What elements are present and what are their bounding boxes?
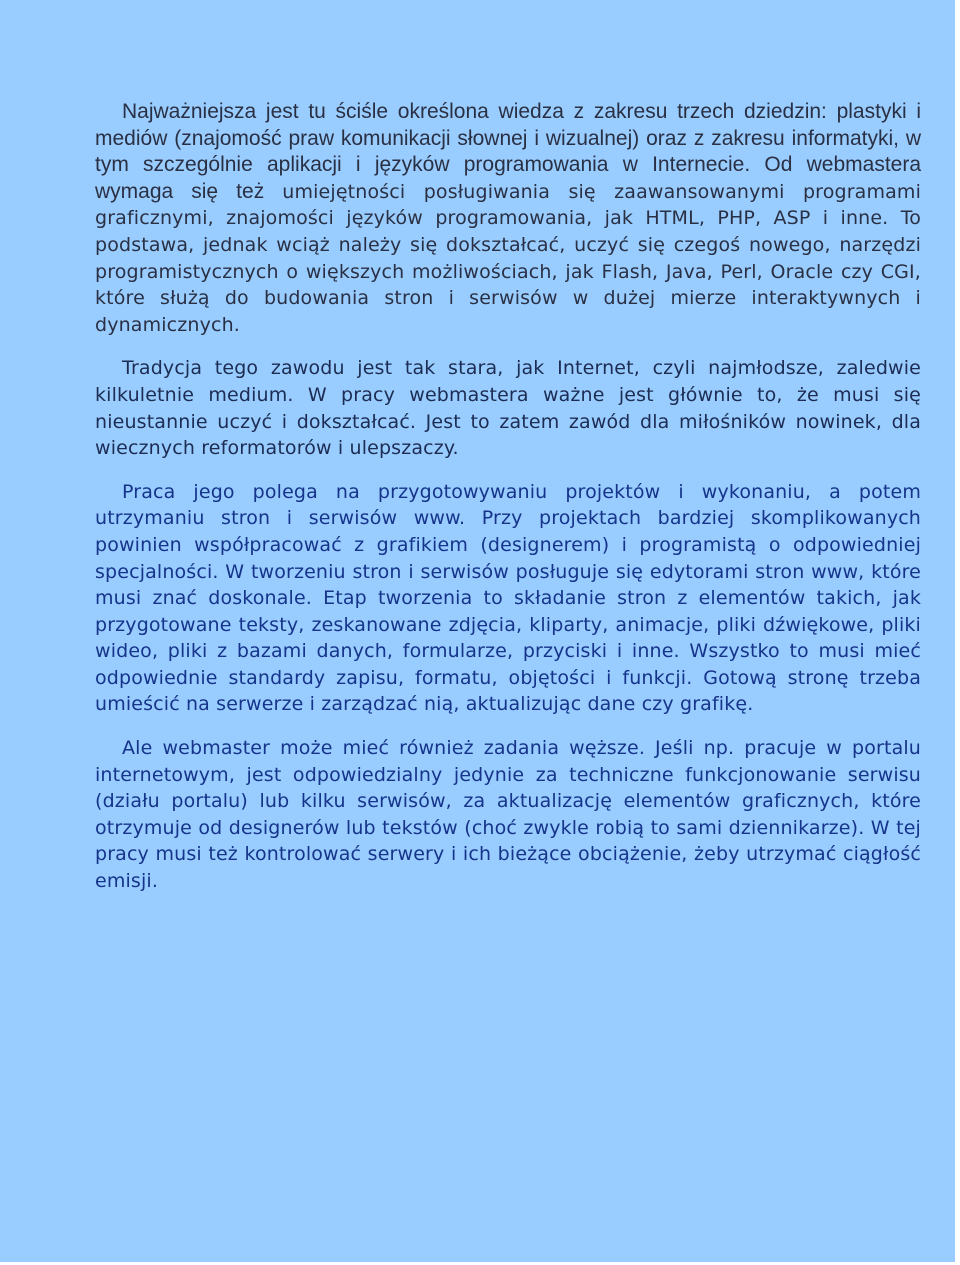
document-body: [95, 99, 921, 912]
paragraph-3: Praca jego polega na przygotowywaniu projektów i wykonaniu, a potem utrzymaniu stron i serwisów www. Przy projektach bardziej skomplikowanych powinien współpracować z grafikiem (designerem) i programistą o odpowiedniej specjalności. W tworzeniu stron i serwisów posługuje się edytorami stron www, które musi znać doskonale. Etap tworzenia to składanie stron z elementów takich, jak przygotowane teksty, zeskanowane zdjęcia, kliparty, animacje, pliki dźwiękowe, pliki wideo, pliki z bazami danych, formularze, przyciski i inne. Wszystko to musi mieć odpowiednie standardy zapisu, formatu, objętości i funkcji. Gotową stronę trzeba umieścić na serwerze i zarządzać nią, aktualizując dane czy grafikę.: [95, 480, 921, 716]
paragraph-1: [95, 99, 921, 338]
paragraph-1-intro: Najważniejsza jest tu ściśle określona wiedza z zakresu trzech dziedzin: plastyki i mediów (znajomość praw komunikacji słownej i wizualnej) oraz z zakresu informatyki, w tym szczególnie aplikacji i języków programowania w Internecie. Od webmastera wymaga się też: [95, 100, 921, 203]
paragraph-1-continuation: umiejętności posługiwania się zaawansowanymi programami graficznymi, znajomości języków programowania, jak HTML, PHP, ASP i inne. To podstawa, jednak wciąż należy się dokształcać, uczyć się czegoś nowego, narzędzi programistycznych o większych możliwościach, jak Flash, Java, Perl, Oracle czy CGI, które służą do budowania stron i serwisów w dużej mierze interaktywnych i dynamicznych.: [95, 180, 922, 336]
paragraph-4: Ale webmaster może mieć również zadania węższe. Jeśli np. pracuje w portalu internetowym, jest odpowiedzialny jedynie za techniczne funkcjonowanie serwisu (działu portalu) lub kilku serwisów, za aktualizację elementów graficznych, które otrzymuje od designerów lub tekstów (choć zwykle robią to sami dziennikarze). W tej pracy musi też kontrolować serwery i ich bieżące obciążenie, żeby utrzymać ciągłość emisji.: [95, 737, 921, 893]
paragraph-2: Tradycja tego zawodu jest tak stara, jak Internet, czyli najmłodsze, zaledwie kilkuletnie medium. W pracy webmastera ważne jest głównie to, że musi się nieustannie uczyć i dokształcać. Jest to zatem zawód dla miłośników nowinek, dla wiecznych reformatorów i ulepszaczy.: [95, 357, 921, 460]
